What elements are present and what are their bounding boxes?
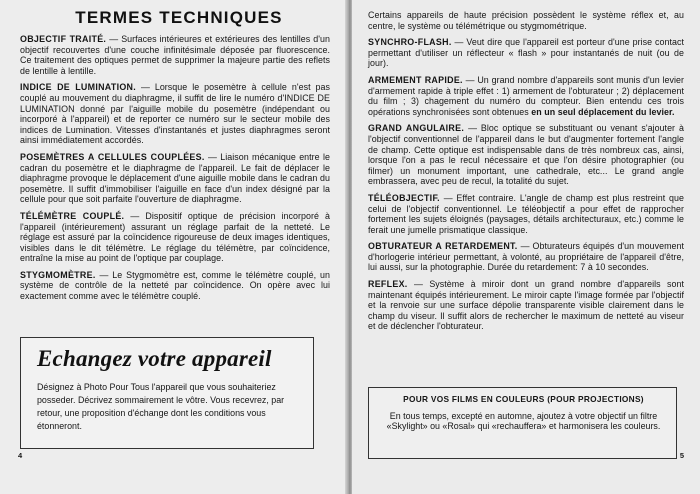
entry-text: — Surfaces intérieures et extérieures des lentilles d'un objectif recouvertes d'une couche infinitésimale déposée par fluorescence. Ce traitement des optiques permet de supprimer la majeure partie des reflets de lentille à lentille. [20,34,330,76]
glossary-entry [368,75,684,117]
entry-term: TÉLÉMÈTRE COUPLÉ. [20,210,125,221]
ad-body: Désignez à Photo Pour Tous l'appareil que vous souhaiteriez posseder. Décrivez sommairement le vôtre. Vous recevrez, par retour, une proposition d'échange dont les conditions vous étonneront. [37,382,285,431]
ad-title: Echangez votre appareil [37,346,272,371]
entry-text: — Liaison mécanique entre le cadran du posemètre et le diaphragme de l'appareil. Le fait de déplacer le diaphragme provoque le déplacement d'une aiguille mobile dans le cadran du posemètre. Il suffit d'immobiliser l'aiguille en face d'un index désigné par la cellule pour que soit parfaite l'ouverture de diaphragme. [20,151,330,205]
entry-text: — Système à miroir dont un grand nombre d'appareils sont maintenant équipés intérieurement. Le miroir capte l'image formée par l'objectif et la renvoie sur une surface dépolie transparente visible clairement dans le champ du viseur. Il suffit alors de rechercher le maximum de netteté au viseur et de déclencher l'obturateur. [368,279,684,332]
color-film-tip-box [368,387,677,459]
glossary-entry [20,34,330,76]
entry-text: — Lorsque le posemètre à cellule n'est pas couplé au mouvement du diaphragme, il suffit de lire le numéro d'INDICE DE LUMINATION donné par l'aiguille mobile du posemètre (indépendant ou incorporé à l'appareil) et de reporter ce numéro sur le secteur mobile des indices de Lumination. Vitesses d'instantanés et justes diaphragmes seront ainsi immédiatement accordés. [20,82,330,146]
entry-term: POSEMÈTRES A CELLULES COUPLÉES. [20,151,205,162]
entry-text: — Veut dire que l'appareil est porteur d'une prise contact permettant d'utiliser un réflecteur « flash » pour instantanés de nuit (ou de jour). [368,37,684,69]
entry-term: OBJECTIF TRAITÉ. [20,34,107,44]
entry-term: OBTURATEUR A RETARDEMENT. [368,241,518,252]
tip-body: En tous temps, excepté en automne, ajoutez à votre objectif un filtre «Skylight» ou «Rosal» qui «rechauffera» et harmonisera les couleurs. [386,411,661,432]
entry-term: ARMEMENT RAPIDE. [368,74,463,85]
glossary-entry [368,279,684,332]
left-page [0,0,348,494]
glossary-entry [368,123,684,187]
glossary-entry [20,211,330,264]
entry-term: INDICE DE LUMINATION. [20,82,137,93]
entry-text: — Le Stygmomètre est, comme le télémètre couplé, un système de contrôle de la netteté par coïncidence. On opère avec lui exactement comme avec le télémètre couplé. [20,269,330,302]
glossary-entry [368,193,684,235]
page-number: 5 [679,451,684,460]
glossary-entry [20,270,330,302]
entry-term: STYGMOMÈTRE. [20,269,96,280]
page-number: 4 [18,451,23,460]
tip-title: POUR VOS FILMS EN COULEURS (POUR PROJECTIONS) [403,394,644,404]
glossary-entry [368,37,684,69]
entry-text: — Dispositif optique de précision incorporé à l'appareil (intérieurement) assurant un réglage parfait de la netteté. Le réglage est assuré par la coïncidence rigoureuse de deux images identiques, visibles dans le dit télémètre. Le réglage du télémètre, par coïncidence, entraîne la mise au point de l'optique par couplage. [20,210,330,264]
entry-emphasis: en un seul déplacement du levier. [531,106,675,117]
intro-paragraph: Certains appareils de haute précision possèdent le système réflex et, au centre, le système ou télémétrique ou stygmométrique. [368,10,684,31]
glossary-entry [368,241,684,273]
entry-text: — Obturateurs équipés d'un mouvement d'horlogerie intérieur permettant, à volonté, au propriétaire de l'appareil d'être, lui aussi, sur la photographie. Durée du retardement: 7 à 10 secondes. [368,241,684,273]
entry-term: SYNCHRO-FLASH. [368,37,452,48]
entry-term: GRAND ANGULAIRE. [368,123,465,134]
entry-text: — Un grand nombre d'appareils sont munis d'un levier d'armement rapide à triple effet : 1) armement de l'obturateur ; 2) déplacement du film ; 3) chagement du numéro du compteur. Bien entendu ces trois opérations synchronisées sont obtenues [368,74,684,117]
entry-term: REFLEX. [368,279,408,290]
entry-term: TÉLÉOBJECTIF. [368,192,440,203]
glossary-entry [20,82,330,146]
entry-text: — Effet contraire. L'angle de champ est plus restreint que celui de l'objectif conventionnel. Le téléobjectif a pour effet de rapprocher fortement les sujets éloignés (paysages, détails architecturaux, etc.) comme le ferait une jumelle prismatique classique. [368,192,684,235]
right-page [352,0,700,494]
page-heading: TERMES TECHNIQUES [75,8,283,27]
glossary-entry [20,152,330,205]
entry-text: — Bloc optique se substituant ou venant s'ajouter à l'objectif conventionnel de l'appareil dans le but d'augmenter fortement l'angle de champ. Cette optique est indispensable dans de très nombreux cas, ainsi, lorsque l'on a pas le recul nécessaire et que l'on désire photographier (ou filmer) un monument important, une cathedrale, etc... Le grand angle embrassera, avec peu de recul, la totalité du sujet. [368,123,684,187]
exchange-ad-box [20,337,314,449]
